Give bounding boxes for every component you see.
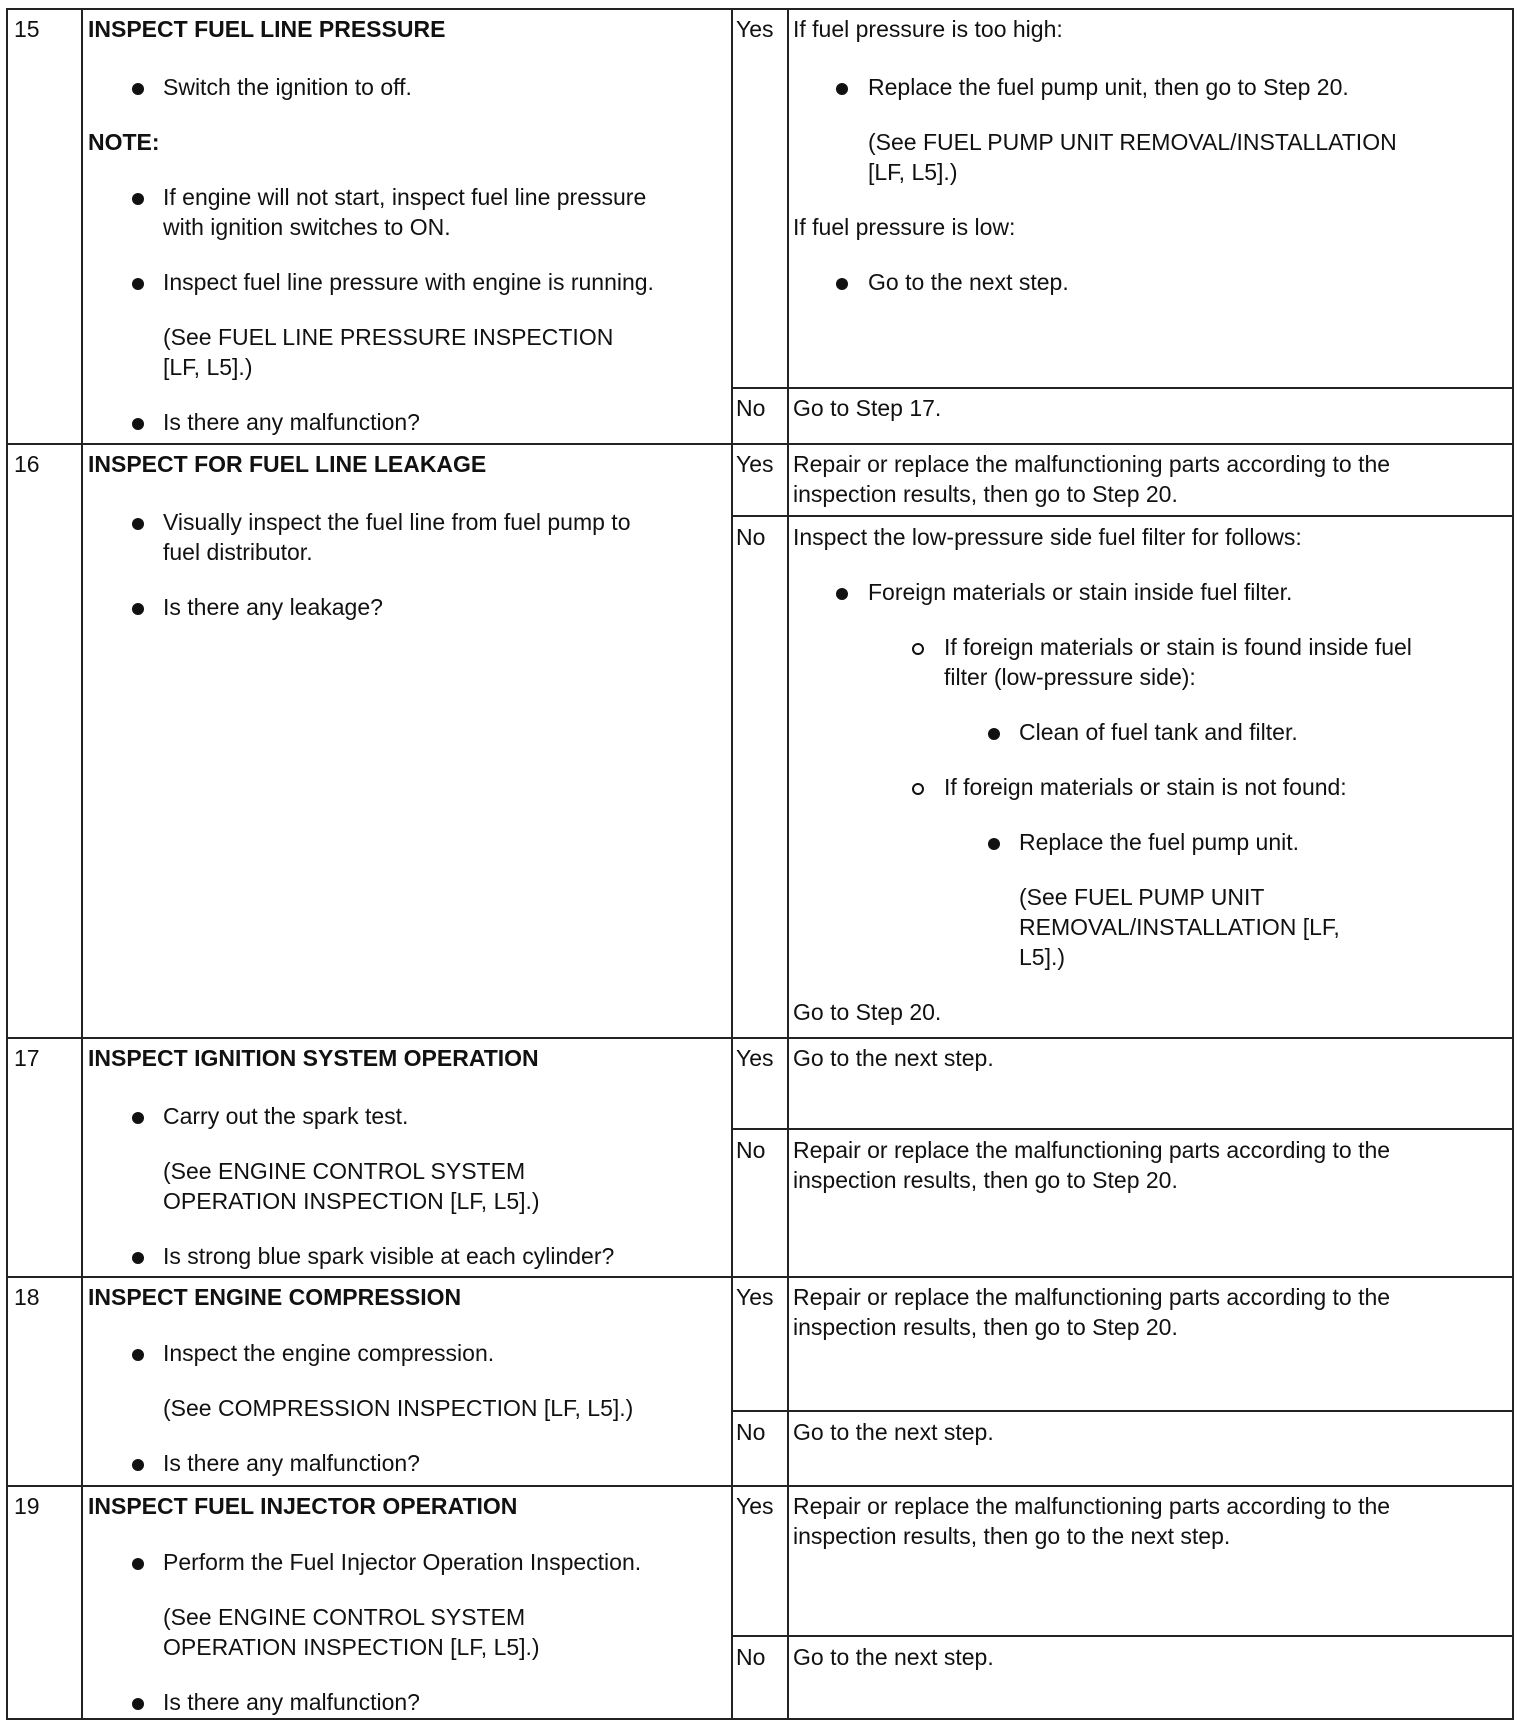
bullet-icon — [132, 1698, 144, 1710]
result-text: Go to Step 17. — [793, 395, 942, 421]
result-text: filter (low-pressure side): — [944, 664, 1196, 690]
step-row-18 — [6, 1276, 1514, 1485]
step-number: 19 — [14, 1493, 40, 1519]
result-text: Repair or replace the malfunctioning parts according to the — [793, 1284, 1391, 1310]
inspection-text: with ignition switches to ON. — [163, 214, 451, 240]
result-text: inspection results, then go to Step 20. — [793, 481, 1178, 507]
result-text: If fuel pressure is low: — [793, 214, 1016, 240]
result-text: Go to the next step. — [793, 1045, 994, 1071]
inspection-text: If engine will not start, inspect fuel line pressure — [163, 184, 647, 210]
bullet-icon — [988, 728, 1000, 740]
reference-text: (See FUEL LINE PRESSURE INSPECTION — [163, 324, 614, 350]
reference-text: OPERATION INSPECTION [LF, L5].) — [163, 1634, 540, 1660]
no-label: No — [736, 1137, 766, 1163]
inspection-text: Inspect the engine compression. — [163, 1340, 495, 1366]
step-title: INSPECT ENGINE COMPRESSION — [88, 1284, 462, 1310]
result-text: Repair or replace the malfunctioning parts according to the — [793, 451, 1391, 477]
reference-text: OPERATION INSPECTION [LF, L5].) — [163, 1188, 540, 1214]
result-text: If fuel pressure is too high: — [793, 16, 1063, 42]
result-text: Inspect the low-pressure side fuel filter for follows: — [793, 524, 1302, 550]
step-row-16 — [6, 443, 1514, 1037]
step-title: INSPECT FUEL INJECTOR OPERATION — [88, 1493, 518, 1519]
inspection-text: Switch the ignition to off. — [163, 74, 412, 100]
question-text: Is there any malfunction? — [163, 409, 420, 435]
no-label: No — [736, 1644, 766, 1670]
step-row-19 — [6, 1485, 1514, 1720]
reference-text: REMOVAL/INSTALLATION [LF, — [1019, 914, 1340, 940]
step-title: INSPECT FUEL LINE PRESSURE — [88, 16, 446, 42]
inspection-text: Inspect fuel line pressure with engine is running. — [163, 269, 654, 295]
bullet-icon — [836, 588, 848, 600]
step-number: 15 — [14, 16, 40, 42]
reference-text: (See FUEL PUMP UNIT — [1019, 884, 1265, 910]
inspection-text: Visually inspect the fuel line from fuel pump to — [163, 509, 631, 535]
inspection-text: Carry out the spark test. — [163, 1103, 409, 1129]
step-title: INSPECT FOR FUEL LINE LEAKAGE — [88, 451, 487, 477]
step-row-17 — [6, 1037, 1514, 1276]
yes-label: Yes — [736, 451, 774, 477]
question-text: Is strong blue spark visible at each cylinder? — [163, 1243, 615, 1269]
result-text: Repair or replace the malfunctioning parts according to the — [793, 1493, 1391, 1519]
result-text: inspection results, then go to Step 20. — [793, 1314, 1178, 1340]
reference-text: [LF, L5].) — [163, 354, 253, 380]
bullet-icon — [132, 518, 144, 530]
yes-label: Yes — [736, 1493, 774, 1519]
question-text: Is there any leakage? — [163, 594, 383, 620]
result-text: Clean of fuel tank and filter. — [1019, 719, 1298, 745]
reference-text: (See COMPRESSION INSPECTION [LF, L5].) — [163, 1395, 634, 1421]
result-text: Go to the next step. — [793, 1419, 994, 1445]
result-text: Replace the fuel pump unit, then go to Step 20. — [868, 74, 1349, 100]
bullet-icon — [132, 1252, 144, 1264]
yes-label: Yes — [736, 1045, 774, 1071]
result-text: Go to the next step. — [793, 1644, 994, 1670]
result-text: Go to Step 20. — [793, 999, 942, 1025]
bullet-icon — [132, 603, 144, 615]
result-text: If foreign materials or stain is found inside fuel — [944, 634, 1412, 660]
bullet-icon — [836, 83, 848, 95]
no-label: No — [736, 524, 766, 550]
reference-text: (See ENGINE CONTROL SYSTEM — [163, 1604, 526, 1630]
circle-bullet-icon — [912, 783, 924, 795]
step-number: 18 — [14, 1284, 40, 1310]
result-text: Foreign materials or stain inside fuel filter. — [868, 579, 1293, 605]
reference-text: (See FUEL PUMP UNIT REMOVAL/INSTALLATION — [868, 129, 1397, 155]
no-label: No — [736, 1419, 766, 1445]
step-title: INSPECT IGNITION SYSTEM OPERATION — [88, 1045, 539, 1071]
reference-text: L5].) — [1019, 944, 1066, 970]
result-text: Replace the fuel pump unit. — [1019, 829, 1300, 855]
question-text: Is there any malfunction? — [163, 1689, 420, 1715]
diagnostic-table — [6, 8, 1514, 1720]
circle-bullet-icon — [912, 643, 924, 655]
bullet-icon — [132, 278, 144, 290]
reference-text: [LF, L5].) — [868, 159, 958, 185]
inspection-text: Perform the Fuel Injector Operation Inspection. — [163, 1549, 642, 1575]
bullet-icon — [132, 1459, 144, 1471]
bullet-icon — [132, 1558, 144, 1570]
step-row-15 — [6, 8, 1514, 443]
result-text: inspection results, then go to Step 20. — [793, 1167, 1178, 1193]
inspection-text: fuel distributor. — [163, 539, 313, 565]
bullet-icon — [836, 278, 848, 290]
note-label: NOTE: — [88, 129, 160, 155]
bullet-icon — [132, 1349, 144, 1361]
yes-label: Yes — [736, 1284, 774, 1310]
step-number: 17 — [14, 1045, 40, 1071]
result-text: Go to the next step. — [868, 269, 1069, 295]
yes-label: Yes — [736, 16, 774, 42]
question-text: Is there any malfunction? — [163, 1450, 420, 1476]
bullet-icon — [132, 1112, 144, 1124]
step-number: 16 — [14, 451, 40, 477]
bullet-icon — [132, 193, 144, 205]
bullet-icon — [988, 838, 1000, 850]
reference-text: (See ENGINE CONTROL SYSTEM — [163, 1158, 526, 1184]
result-text: inspection results, then go to the next step. — [793, 1523, 1231, 1549]
result-text: If foreign materials or stain is not found: — [944, 774, 1347, 800]
bullet-icon — [132, 83, 144, 95]
no-label: No — [736, 395, 766, 421]
result-text: Repair or replace the malfunctioning parts according to the — [793, 1137, 1391, 1163]
bullet-icon — [132, 418, 144, 430]
